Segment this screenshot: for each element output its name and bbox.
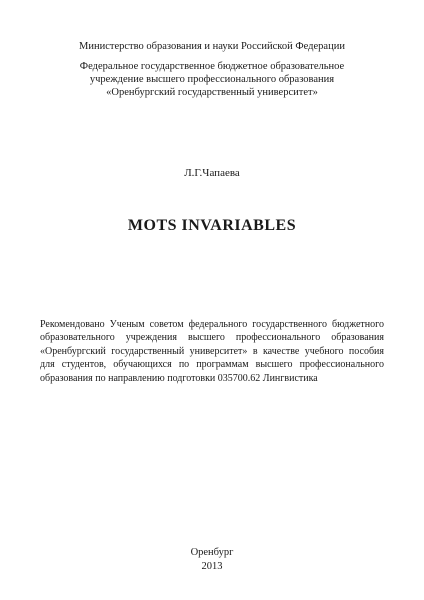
book-title: MOTS INVARIABLES (127, 217, 297, 234)
recommendation-line: образования по направлению подготовки 035700.62 Лингвистика (40, 372, 318, 384)
institution-name (0, 60, 424, 99)
institution-line: «Оренбургский государственный университет» (106, 87, 318, 98)
ministry-name: Министерство образования и науки Российской Федерации (79, 41, 345, 52)
publication-year: 2013 (201, 561, 223, 572)
institution-line: Федеральное государственное бюджетное образовательное (79, 61, 345, 72)
recommendation-line: для студентов, обучающихся по программам высшего профессионального (40, 359, 384, 371)
author-name: Л.Г.Чапаева (184, 167, 240, 179)
recommendation-line: «Оренбургский государственный университет» в качестве учебного пособия (40, 345, 384, 357)
recommendation-line: Рекомендовано Ученым советом федерального государственного бюджетного (40, 319, 384, 330)
recommendation-line: образовательного учреждения высшего профессионального образования (40, 332, 384, 344)
publication-city: Оренбург (190, 547, 234, 558)
recommendation-text (40, 318, 384, 385)
institution-line: учреждение высшего профессионального образования (89, 74, 335, 85)
